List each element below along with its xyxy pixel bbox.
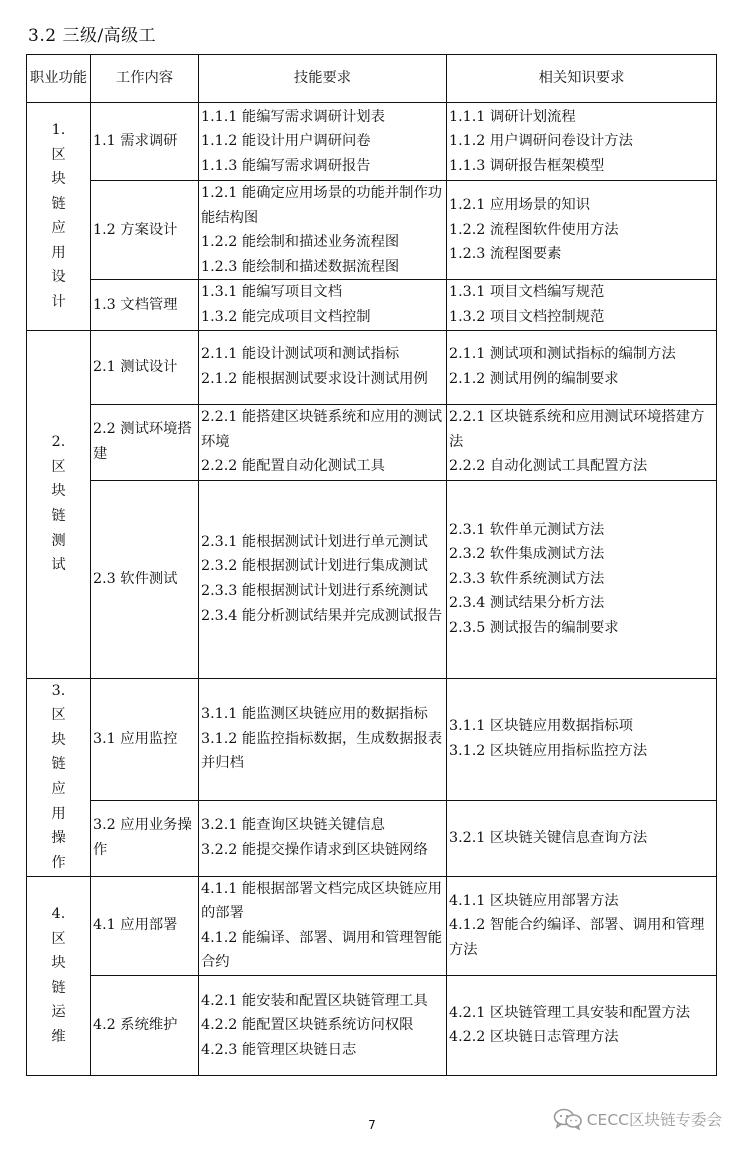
table-row: [27, 103, 717, 181]
knowledge-item: 2.1.2 测试用例的编制要求: [449, 371, 619, 388]
knowledge-requirements-cell: [447, 876, 717, 975]
header-knowledge-requirements: 相关知识要求: [447, 55, 717, 103]
knowledge-item: 1.2.3 流程图要素: [449, 246, 562, 263]
knowledge-requirements-cell: [447, 800, 717, 876]
knowledge-item: 2.3.2 软件集成测试方法: [449, 546, 605, 563]
section-heading: 3.2 三级/高级工: [28, 26, 157, 46]
knowledge-item: 3.1.2 区块链应用指标监控方法: [449, 743, 648, 760]
skill-requirements-cell: [199, 280, 447, 330]
function-name-char: 应: [51, 781, 66, 798]
function-cell: [27, 678, 91, 876]
work-content-cell: 2.3 软件测试: [91, 480, 199, 678]
knowledge-item: 2.3.5 测试报告的编制要求: [449, 619, 619, 636]
skill-requirements-cell: [199, 103, 447, 181]
skill-item: 3.1.2 能监控指标数据，生成数据报表并归档: [201, 730, 443, 772]
skill-requirements-cell: [199, 480, 447, 678]
skill-requirements-cell: [199, 404, 447, 480]
function-name-char: 试: [51, 557, 66, 574]
skill-item: 1.1.3 能编写需求调研报告: [201, 157, 371, 174]
table-body: [27, 103, 717, 1076]
skill-item: 3.1.1 能监测区块链应用的数据指标: [201, 706, 428, 723]
knowledge-requirements-cell: [447, 103, 717, 181]
function-number: 4.: [51, 905, 66, 922]
skill-item: 1.3.1 能编写项目文档: [201, 284, 342, 301]
function-name-char: 区: [51, 146, 66, 163]
function-name-char: 块: [51, 955, 66, 972]
work-content-cell: 4.1 应用部署: [91, 876, 199, 975]
wechat-icon: [553, 1108, 583, 1130]
work-content-cell: 3.2 应用业务操作: [91, 800, 199, 876]
skill-item: 4.2.3 能管理区块链日志: [201, 1041, 357, 1058]
knowledge-requirements-cell: [447, 181, 717, 280]
function-name-char: 块: [51, 171, 66, 188]
skill-item: 4.2.1 能安装和配置区块链管理工具: [201, 992, 428, 1009]
skill-item: 2.1.1 能设计测试项和测试指标: [201, 346, 400, 363]
knowledge-item: 2.3.4 测试结果分析方法: [449, 595, 605, 612]
function-name-char: 链: [51, 756, 66, 773]
watermark: [553, 1108, 722, 1130]
header-function: 职业功能: [27, 55, 91, 103]
skill-item: 3.2.1 能查询区块链关键信息: [201, 817, 385, 834]
header-skill-requirements: 技能要求: [199, 55, 447, 103]
table-header-row: [27, 55, 717, 103]
function-name-char: 计: [51, 294, 66, 311]
skill-requirements-table: [26, 54, 717, 1076]
knowledge-item: 1.3.1 项目文档编写规范: [449, 284, 605, 301]
work-content-cell: 4.2 系统维护: [91, 975, 199, 1075]
skill-item: 1.2.2 能绘制和描述业务流程图: [201, 234, 400, 251]
function-name-char: 应: [51, 220, 66, 237]
skill-requirements-cell: [199, 800, 447, 876]
page-number: 7: [368, 1118, 376, 1132]
table-row: [27, 404, 717, 480]
knowledge-item: 4.2.2 区块链日志管理方法: [449, 1029, 619, 1046]
skill-item: 4.1.2 能编译、部署、调用和管理智能合约: [201, 929, 443, 971]
knowledge-item: 4.2.1 区块链管理工具安装和配置方法: [449, 1004, 691, 1021]
table-row: [27, 280, 717, 330]
function-name-char: 运: [51, 1004, 66, 1021]
skill-item: 2.3.2 能根据测试计划进行集成测试: [201, 558, 428, 575]
function-name-char: 链: [51, 979, 66, 996]
skill-item: 2.3.3 能根据测试计划进行系统测试: [201, 583, 428, 600]
skill-item: 4.1.1 能根据部署文档完成区块链应用的部署: [201, 880, 443, 922]
function-name-char: 维: [51, 1028, 66, 1045]
skill-item: 1.1.1 能编写需求调研计划表: [201, 108, 385, 125]
watermark-text: CECC区块链专委会: [586, 1111, 722, 1129]
knowledge-item: 1.2.1 应用场景的知识: [449, 197, 590, 214]
knowledge-item: 1.1.1 调研计划流程: [449, 108, 576, 125]
knowledge-item: 3.2.1 区块链关键信息查询方法: [449, 829, 648, 846]
table-row: [27, 181, 717, 280]
skill-item: 1.2.3 能绘制和描述数据流程图: [201, 258, 400, 275]
knowledge-item: 1.3.2 项目文档控制规范: [449, 308, 605, 325]
header-work-content: 工作内容: [91, 55, 199, 103]
skill-item: 1.2.1 能确定应用场景的功能并制作功能结构图: [201, 185, 443, 226]
table-row: [27, 678, 717, 800]
knowledge-item: 2.2.2 自动化测试工具配置方法: [449, 458, 648, 475]
skill-requirements-cell: [199, 678, 447, 800]
skill-item: 3.2.2 能提交操作请求到区块链网络: [201, 842, 428, 859]
function-name-char: 链: [51, 195, 66, 212]
function-name-char: 区: [51, 930, 66, 947]
skill-item: 2.1.2 能根据测试要求设计测试用例: [201, 371, 428, 388]
function-name-char: 块: [51, 483, 66, 500]
skill-item: 2.2.2 能配置自动化测试工具: [201, 458, 385, 475]
skill-requirements-cell: [199, 975, 447, 1075]
skill-requirements-cell: [199, 876, 447, 975]
knowledge-requirements-cell: [447, 330, 717, 404]
table-row: [27, 975, 717, 1075]
knowledge-requirements-cell: [447, 975, 717, 1075]
work-content-cell: 3.1 应用监控: [91, 678, 199, 800]
function-name-char: 作: [51, 854, 66, 871]
knowledge-item: 2.3.3 软件系统测试方法: [449, 570, 605, 587]
work-content-cell: 1.3 文档管理: [91, 280, 199, 330]
function-name-char: 用: [51, 805, 66, 822]
table-row: [27, 876, 717, 975]
skill-item: 1.1.2 能设计用户调研问卷: [201, 133, 371, 150]
table-row: [27, 330, 717, 404]
function-name-char: 设: [51, 269, 66, 286]
knowledge-requirements-cell: [447, 404, 717, 480]
function-number: 1.: [51, 121, 66, 138]
function-name-char: 区: [51, 707, 66, 724]
knowledge-item: 2.3.1 软件单元测试方法: [449, 521, 605, 538]
function-number: 3.: [51, 682, 66, 699]
knowledge-requirements-cell: [447, 678, 717, 800]
function-cell: [27, 876, 91, 1075]
knowledge-item: 1.1.3 调研报告框架模型: [449, 157, 605, 174]
work-content-cell: 1.2 方案设计: [91, 181, 199, 280]
knowledge-item: 4.1.1 区块链应用部署方法: [449, 892, 619, 909]
knowledge-item: 2.2.1 区块链系统和应用测试环境搭建方法: [449, 409, 705, 450]
function-name-char: 用: [51, 244, 66, 261]
work-content-cell: 2.2 测试环境搭建: [91, 404, 199, 480]
knowledge-item: 2.1.1 测试项和测试指标的编制方法: [449, 346, 676, 363]
skill-item: 2.3.1 能根据测试计划进行单元测试: [201, 533, 428, 550]
work-content-cell: 1.1 需求调研: [91, 103, 199, 181]
skill-item: 2.3.4 能分析测试结果并完成测试报告: [201, 607, 443, 624]
table-row: [27, 800, 717, 876]
function-cell: [27, 330, 91, 678]
knowledge-item: 4.1.2 智能合约编译、部署、调用和管理方法: [449, 917, 705, 959]
function-number: 2.: [51, 434, 66, 451]
skill-requirements-cell: [199, 330, 447, 404]
knowledge-requirements-cell: [447, 480, 717, 678]
function-name-char: 链: [51, 508, 66, 525]
knowledge-requirements-cell: [447, 280, 717, 330]
function-name-char: 块: [51, 731, 66, 748]
function-cell: [27, 103, 91, 331]
skill-item: 2.2.1 能搭建区块链系统和应用的测试环境: [201, 409, 443, 450]
skill-requirements-cell: [199, 181, 447, 280]
function-name-char: 测: [51, 532, 66, 549]
function-name-char: 操: [51, 830, 66, 847]
table-row: [27, 480, 717, 678]
function-name-char: 区: [51, 458, 66, 475]
skill-item: 4.2.2 能配置区块链系统访问权限: [201, 1017, 414, 1034]
work-content-cell: 2.1 测试设计: [91, 330, 199, 404]
skill-item: 1.3.2 能完成项目文档控制: [201, 308, 371, 325]
knowledge-item: 1.2.2 流程图软件使用方法: [449, 221, 619, 238]
knowledge-item: 3.1.1 区块链应用数据指标项: [449, 718, 633, 735]
knowledge-item: 1.1.2 用户调研问卷设计方法: [449, 133, 633, 150]
